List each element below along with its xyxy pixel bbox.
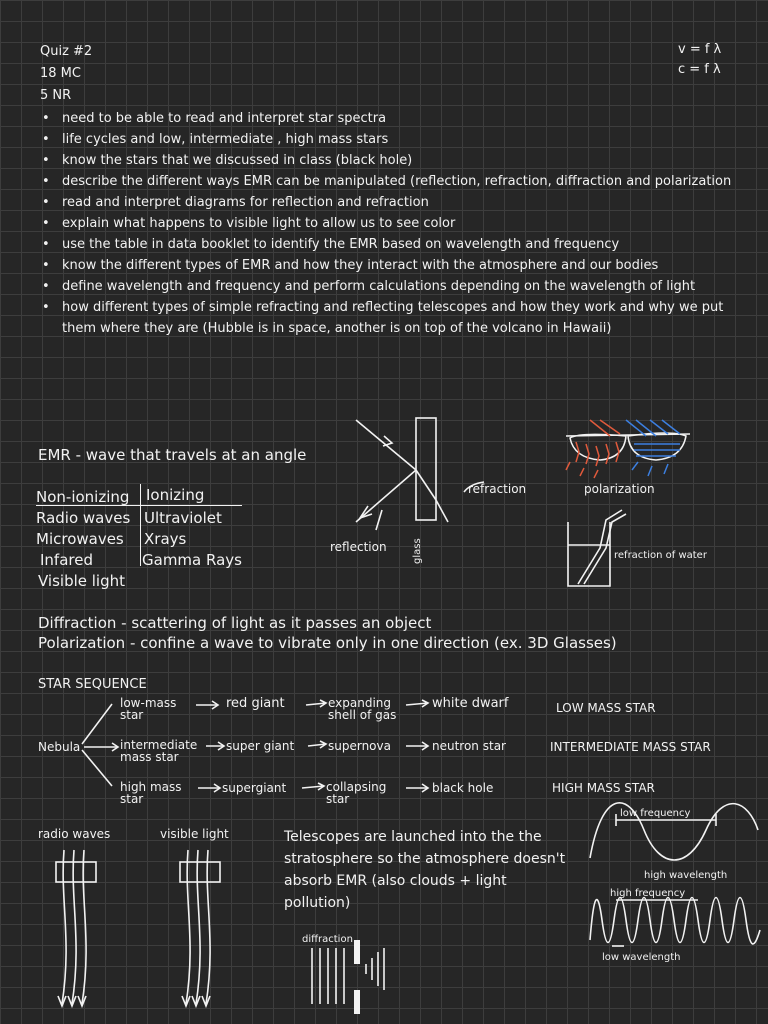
low-stage-red-giant: red giant bbox=[226, 696, 285, 711]
note-item: • need to be able to read and interpret star spectra bbox=[40, 108, 740, 129]
intermediate-end-neutron-star: neutron star bbox=[432, 739, 506, 753]
formula-c: c = f λ bbox=[678, 62, 721, 77]
nr-count: 5 NR bbox=[40, 88, 72, 103]
high-mass-star-label: HIGH MASS STAR bbox=[552, 781, 655, 795]
note-item: • know the stars that we discussed in class (black hole) bbox=[40, 150, 740, 171]
low-frequency-label: low frequency bbox=[620, 808, 691, 819]
note-item: • explain what happens to visible light to allow us to see color bbox=[40, 213, 740, 234]
high-frequency-label: high frequency bbox=[610, 888, 686, 899]
low-mass-start: low-mass star bbox=[120, 696, 177, 722]
visible-light-label: visible light bbox=[160, 827, 229, 841]
note-item: • know the different types of EMR and how they interact with the atmosphere and our bodies bbox=[40, 255, 740, 276]
note-item: • use the table in data booklet to identify the EMR based on wavelength and frequency bbox=[40, 234, 740, 255]
refraction-label: refraction bbox=[468, 482, 527, 496]
low-frequency-wave bbox=[590, 803, 758, 860]
high-end-black-hole: black hole bbox=[432, 781, 494, 795]
intermediate-mass-star-label: INTERMEDIATE MASS STAR bbox=[550, 740, 711, 754]
mc-count: 18 MC bbox=[40, 66, 81, 81]
refraction-water-label: refraction of water bbox=[614, 550, 707, 561]
table-cell-ionizing: Xrays bbox=[144, 530, 187, 548]
low-wavelength-label: low wavelength bbox=[602, 952, 681, 963]
intermediate-stage-supernova: supernova bbox=[328, 739, 391, 753]
table-cell-ionizing: Ultraviolet bbox=[144, 509, 222, 527]
note-item: • how different types of simple refracting and reflecting telescopes and how they work and why we put them where they are (Hubble is in space, another is on top of the volcano in Hawaii) bbox=[40, 297, 740, 339]
note-item: • describe the different ways EMR can be manipulated (reflection, refraction, diffraction and polarization bbox=[40, 171, 740, 192]
intermediate-stage-super-giant: super giant bbox=[226, 739, 295, 753]
glass-label: glass bbox=[412, 538, 423, 564]
low-end-white-dwarf: white dwarf bbox=[432, 696, 509, 711]
polarization-label: polarization bbox=[584, 482, 655, 496]
note-item: • read and interpret diagrams for reflection and refraction bbox=[40, 192, 740, 213]
nebula-label: Nebula bbox=[38, 740, 81, 754]
reflection-label: reflection bbox=[330, 540, 387, 554]
table-cell-non-ionizing: Radio waves bbox=[36, 509, 131, 527]
high-stage-collapsing-star: collapsing star bbox=[326, 780, 387, 806]
emr-definition: EMR - wave that travels at an angle bbox=[38, 446, 307, 464]
polarization-definition: Polarization - confine a wave to vibrate only in one direction (ex. 3D Glasses) bbox=[38, 634, 617, 652]
low-stage-expanding-shell: expanding shell of gas bbox=[328, 696, 397, 722]
star-sequence-title: STAR SEQUENCE bbox=[38, 677, 147, 692]
note-item: • define wavelength and frequency and perform calculations depending on the wavelength of light bbox=[40, 276, 740, 297]
table-cell-non-ionizing: Infared bbox=[40, 551, 93, 569]
diffraction-label: diffraction bbox=[302, 934, 353, 945]
radio-waves-label: radio waves bbox=[38, 827, 111, 841]
note-item: • life cycles and low, intermediate , high mass stars bbox=[40, 129, 740, 150]
high-mass-start: high mass star bbox=[120, 780, 182, 806]
low-mass-star-label: LOW MASS STAR bbox=[556, 701, 656, 715]
table-cell-non-ionizing: Microwaves bbox=[36, 530, 124, 548]
diffraction-definition: Diffraction - scattering of light as it passes an object bbox=[38, 614, 432, 632]
telescope-note: Telescopes are launched into the the stratosphere so the atmosphere doesn't absorb EMR (also clouds + light pollution) bbox=[284, 829, 566, 911]
high-frequency-wave bbox=[590, 898, 760, 944]
formula-v: v = f λ bbox=[678, 42, 722, 57]
high-wavelength-label: high wavelength bbox=[644, 870, 728, 881]
table-cell-ionizing: Gamma Rays bbox=[142, 551, 242, 569]
table-header-ionizing: Ionizing bbox=[146, 486, 205, 504]
intermediate-mass-start: intermediate mass star bbox=[120, 738, 198, 764]
table-header-non-ionizing: Non-ionizing bbox=[36, 488, 130, 506]
table-cell-non-ionizing: Visible light bbox=[38, 572, 126, 590]
quiz-title: Quiz #2 bbox=[40, 44, 93, 59]
high-stage-supergiant: supergiant bbox=[222, 781, 287, 795]
